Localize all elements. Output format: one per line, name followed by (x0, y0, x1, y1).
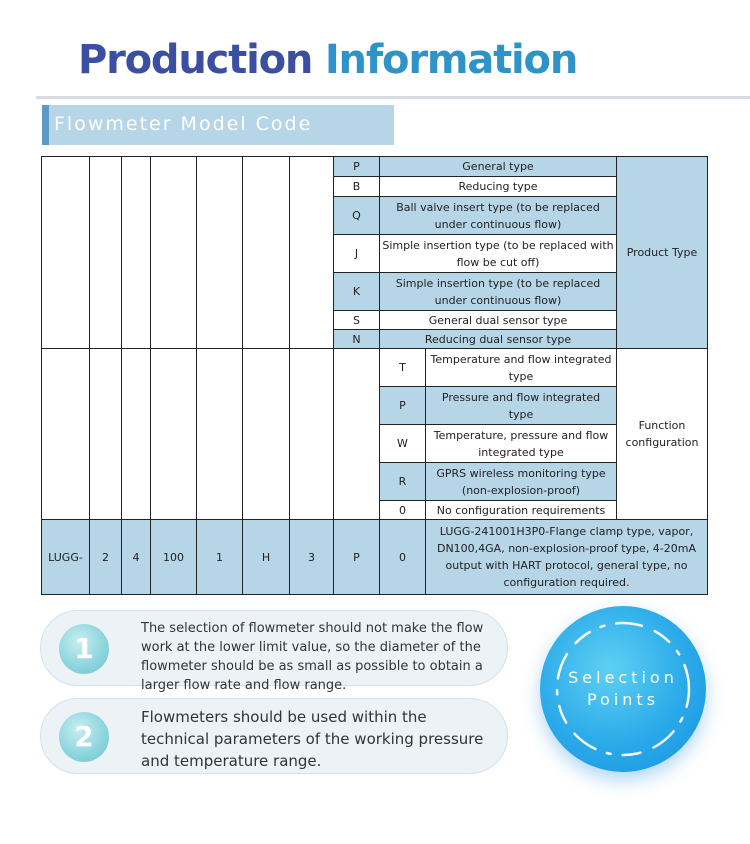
model-code-blank-cell (42, 349, 90, 520)
function-label: Function configuration (617, 349, 708, 520)
model-code-blank-cell (90, 349, 122, 520)
product-type-code: Q (334, 197, 380, 235)
model-code-blank-cell (243, 349, 290, 520)
function-code: W (380, 425, 426, 463)
model-code-blank-cell (197, 349, 243, 520)
function-code: 0 (380, 501, 426, 520)
model-code-table (41, 156, 708, 595)
model-code-blank-cell (122, 157, 151, 349)
product-type-desc: Simple insertion type (to be replaced under continuous flow) (380, 273, 617, 311)
function-desc: Pressure and flow integrated type (426, 387, 617, 425)
example-code-cell: 1 (197, 520, 243, 595)
title-word-production: Production (78, 37, 313, 83)
example-code-cell: 0 (380, 520, 426, 595)
product-type-desc: General dual sensor type (380, 311, 617, 330)
example-code-cell: 100 (151, 520, 197, 595)
model-code-blank-cell (334, 349, 380, 520)
model-code-blank-cell (151, 349, 197, 520)
model-code-blank-cell (90, 157, 122, 349)
product-type-desc: Simple insertion type (to be replaced with flow be cut off) (380, 235, 617, 273)
section-header-label: Flowmeter Model Code (54, 113, 313, 135)
selection-points-badge (540, 606, 706, 772)
product-type-code: N (334, 330, 380, 349)
page-title (78, 30, 577, 90)
product-type-code: S (334, 311, 380, 330)
model-code-blank-cell (290, 349, 334, 520)
product-type-code: B (334, 177, 380, 197)
example-code-cell: 4 (122, 520, 151, 595)
example-code-cell: P (334, 520, 380, 595)
product-type-desc: General type (380, 157, 617, 177)
point-text: Flowmeters should be used within the technical parameters of the working pressure and temperature range. (141, 708, 484, 770)
model-code-blank-cell (243, 157, 290, 349)
dashed-ring-icon (540, 606, 706, 772)
title-word-information: Information (324, 37, 578, 83)
model-code-blank-cell (290, 157, 334, 349)
example-description: LUGG-241001H3P0-Flange clamp type, vapor, DN100,4GA, non-explosion-proof type, 4-20mA output with HART protocol, general type, no configuration required. (426, 520, 708, 595)
product-type-label: Product Type (617, 157, 708, 349)
example-code-cell: H (243, 520, 290, 595)
badge-line-2: Points (586, 690, 660, 709)
model-code-blank-cell (151, 157, 197, 349)
example-code-cell: 2 (90, 520, 122, 595)
function-code: T (380, 349, 426, 387)
point-text: The selection of flowmeter should not make the flow work at the lower limit value, so the diameter of the flowmeter should be as small as possible to obtain a larger flow rate and flow range. (141, 621, 484, 693)
selection-point-2 (40, 698, 508, 774)
model-code-blank-cell (122, 349, 151, 520)
product-type-desc: Reducing type (380, 177, 617, 197)
function-desc: Temperature and flow integrated type (426, 349, 617, 387)
model-code-blank-cell (42, 157, 90, 349)
function-desc: GPRS wireless monitoring type (non-explosion-proof) (426, 463, 617, 501)
example-code-cell: LUGG- (42, 520, 90, 595)
product-type-code: J (334, 235, 380, 273)
point-number-badge: 1 (59, 624, 109, 674)
product-type-code: P (334, 157, 380, 177)
section-header (42, 105, 394, 145)
point-number-badge: 2 (59, 712, 109, 762)
function-code: R (380, 463, 426, 501)
title-divider (36, 96, 750, 99)
model-code-blank-cell (197, 157, 243, 349)
product-type-code: K (334, 273, 380, 311)
product-type-desc: Ball valve insert type (to be replaced under continuous flow) (380, 197, 617, 235)
product-type-desc: Reducing dual sensor type (380, 330, 617, 349)
example-code-cell: 3 (290, 520, 334, 595)
function-desc: Temperature, pressure and flow integrated type (426, 425, 617, 463)
function-code: P (380, 387, 426, 425)
function-desc: No configuration requirements (426, 501, 617, 520)
selection-point-1 (40, 610, 508, 693)
badge-line-1: Selection (568, 668, 678, 687)
